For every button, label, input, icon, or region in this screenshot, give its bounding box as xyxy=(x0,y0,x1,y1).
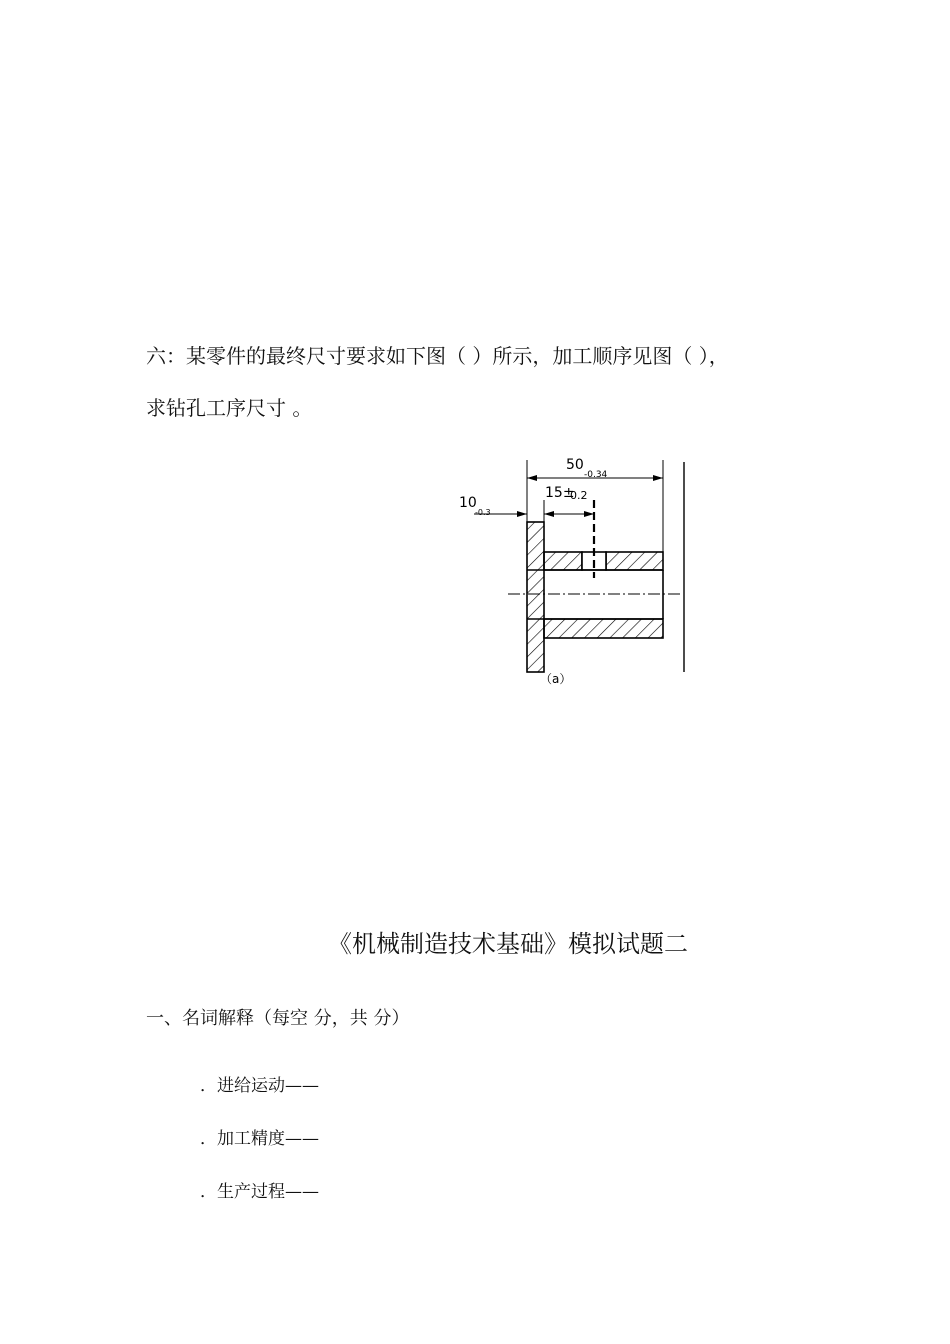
flange-section xyxy=(527,522,544,672)
dim-15-label: 15± xyxy=(545,485,575,501)
exam-title: 《机械制造技术基础》模拟试题二 xyxy=(328,930,688,958)
dim-10-tol: -0.3 xyxy=(475,508,491,517)
dim-50-tol: -0.34 xyxy=(584,470,608,480)
term-item-3: ．生产过程—— xyxy=(200,1182,319,1202)
figure-caption: （a） xyxy=(540,672,572,686)
question-6-line-1: 六：某零件的最终尺寸要求如下图（ ）所示，加工顺序见图（ ）， xyxy=(146,344,729,368)
dim-50-label: 50 xyxy=(566,457,584,473)
term-item-2: ．加工精度—— xyxy=(200,1129,319,1149)
section-1-heading: 一、名词解释（每空 分，共 分） xyxy=(146,1008,410,1029)
term-item-1: ．进给运动—— xyxy=(200,1076,319,1096)
dim-15-tol: 0.2 xyxy=(570,489,588,502)
upper-wall-right xyxy=(606,552,663,570)
dim-10-label: 10 xyxy=(459,495,477,511)
lower-wall xyxy=(544,619,663,638)
upper-wall-left xyxy=(544,552,582,570)
question-6-line-2: 求钻孔工序尺寸 。 xyxy=(146,396,313,420)
